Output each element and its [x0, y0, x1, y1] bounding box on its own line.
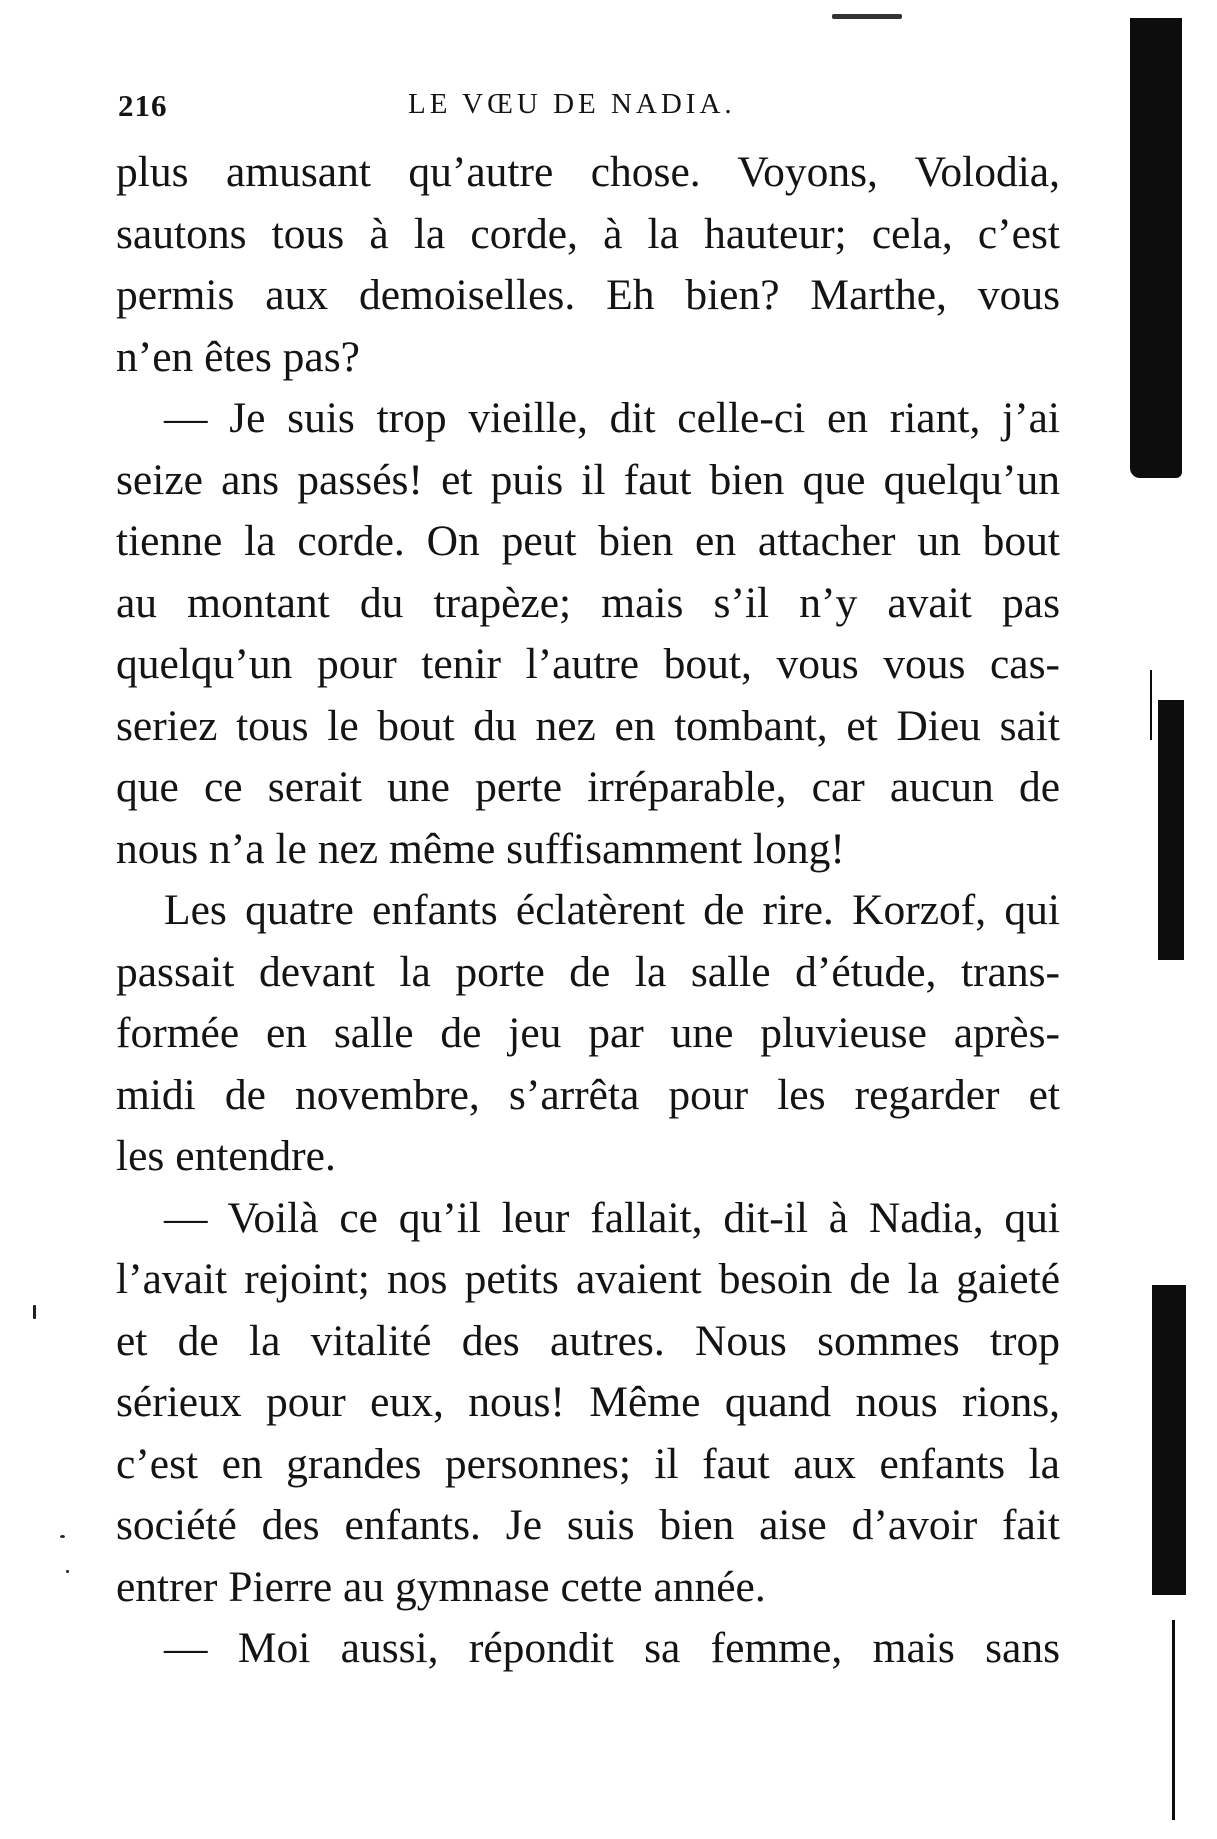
text-line: seize ans passés! et puis il faut bien que quelqu’un — [116, 455, 1060, 504]
text-line: — Je suis trop vieille, dit celle-ci en riant, j’ai — [164, 394, 1060, 442]
page-number: 216 — [118, 88, 168, 123]
scan-speck — [66, 1570, 69, 1573]
text-line: seriez tous le bout du nez en tombant, et Dieu sait — [116, 701, 1060, 750]
scan-edge-shadow — [1158, 700, 1184, 960]
text-line: midi de novembre, s’arrêta pour les regarder et — [116, 1070, 1060, 1119]
body-text — [116, 142, 1060, 1680]
text-line: — Moi aussi, répondit sa femme, mais sans — [164, 1624, 1060, 1672]
text-line: tienne la corde. On peut bien en attacher un bout — [116, 517, 1060, 565]
scan-edge-shadow — [1150, 670, 1152, 740]
text-line: formée en salle de jeu par une pluvieuse après- — [116, 1009, 1060, 1057]
page-header — [118, 88, 1068, 128]
text-line: quelqu’un pour tenir l’autre bout, vous vous cas- — [116, 640, 1060, 688]
running-head: LE VŒU DE NADIA. — [408, 88, 736, 120]
text-line: et de la vitalité des autres. Nous sommes trop — [116, 1316, 1060, 1365]
text-line: les entendre. — [116, 1132, 336, 1180]
text-line: sautons tous à la corde, à la hauteur; cela, c’est — [116, 209, 1060, 258]
text-line: société des enfants. Je suis bien aise d’avoir fait — [116, 1501, 1060, 1549]
text-line: nous n’a le nez même suffisamment long! — [116, 824, 845, 873]
scan-speck — [33, 1305, 36, 1319]
text-line: c’est en grandes personnes; il faut aux enfants la — [116, 1439, 1060, 1488]
text-line: n’en êtes pas? — [116, 332, 360, 381]
scan-artifact — [832, 14, 902, 19]
text-line: passait devant la porte de la salle d’étude, trans- — [116, 947, 1060, 996]
text-line: l’avait rejoint; nos petits avaient besoin de la gaieté — [116, 1255, 1060, 1303]
text-line: — Voilà ce qu’il leur fallait, dit-il à Nadia, qui — [164, 1193, 1060, 1242]
text-line: entrer Pierre au gymnase cette année. — [116, 1562, 766, 1611]
text-line: plus amusant qu’autre chose. Voyons, Volodia, — [116, 148, 1060, 196]
scan-edge-shadow — [1152, 1285, 1186, 1595]
text-line: au montant du trapèze; mais s’il n’y avait pas — [116, 578, 1060, 627]
text-line: Les quatre enfants éclatèrent de rire. Korzof, qui — [164, 886, 1060, 934]
text-line: permis aux demoiselles. Eh bien? Marthe, vous — [116, 271, 1060, 319]
scan-edge-shadow — [1172, 1620, 1175, 1820]
scan-edge-shadow — [1130, 18, 1182, 478]
scan-speck — [60, 1535, 65, 1538]
text-line: que ce serait une perte irréparable, car aucun de — [116, 763, 1060, 811]
text-line: sérieux pour eux, nous! Même quand nous rions, — [116, 1378, 1060, 1426]
